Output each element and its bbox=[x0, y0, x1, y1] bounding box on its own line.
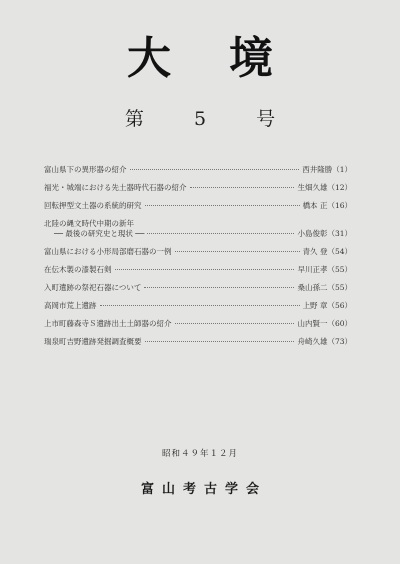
publisher-name: 富山考古学会 bbox=[140, 482, 267, 497]
toc-leader-dots bbox=[130, 169, 300, 170]
toc-leader-dots bbox=[144, 287, 294, 288]
toc-item-title: 上市町藤森寺Ｓ遺跡出土土師器の紹介 bbox=[44, 319, 172, 328]
magazine-title: 大境 bbox=[127, 33, 331, 84]
toc-leader-dots bbox=[145, 341, 295, 342]
toc-item-title: 富山県における小形局部磨石器の一例 bbox=[44, 247, 172, 256]
toc-item-title: 高岡市荒上遺跡 bbox=[44, 301, 97, 310]
toc-item-subtitle: ── 最後の研究史と現状 ── bbox=[54, 229, 145, 238]
toc-item bbox=[44, 183, 352, 201]
toc-leader-dots bbox=[175, 251, 300, 252]
toc-item-author: 早川正孝（55） bbox=[297, 265, 352, 274]
toc-item bbox=[44, 219, 352, 229]
toc-leader-dots bbox=[147, 233, 294, 234]
toc-item-author: 上野 章（56） bbox=[302, 301, 352, 310]
toc-item-title: 在伝木製の漆製石剣 bbox=[44, 265, 112, 274]
table-of-contents bbox=[44, 165, 352, 355]
toc-item bbox=[44, 229, 352, 247]
toc-item-title: 回転押型文土器の系統的研究 bbox=[44, 201, 142, 210]
toc-item-title: 北陸の縄文時代中期の新年 bbox=[44, 219, 134, 228]
toc-item bbox=[44, 247, 352, 265]
toc-item-title: 入町遺跡の祭祀石器について bbox=[44, 283, 142, 292]
toc-item bbox=[44, 319, 352, 337]
toc-item-author: 生畑久雄（12） bbox=[297, 183, 352, 192]
toc-item-author: 桑山孫二（55） bbox=[297, 283, 352, 292]
toc-leader-dots bbox=[115, 269, 295, 270]
toc-item bbox=[44, 301, 352, 319]
toc-item-title: 福光・城端における先土器時代石器の紹介 bbox=[44, 183, 187, 192]
toc-leader-dots bbox=[190, 187, 295, 188]
toc-item-title: 瑞泉町吉野遺跡発掘調査概要 bbox=[44, 337, 142, 346]
toc-item bbox=[44, 165, 352, 183]
toc-leader-dots bbox=[175, 323, 295, 324]
toc-item-author: 舟崎久雄（73） bbox=[297, 337, 352, 346]
toc-item-title: 富山県下の異形器の紹介 bbox=[44, 165, 127, 174]
toc-item bbox=[44, 265, 352, 283]
toc-item bbox=[44, 201, 352, 219]
toc-leader-dots bbox=[145, 205, 300, 206]
toc-item bbox=[44, 337, 352, 355]
toc-item-author: 青久 登（54） bbox=[302, 247, 352, 256]
publication-date: 昭和４９年１２月 bbox=[161, 449, 238, 459]
toc-item-author: 小島俊彰（31） bbox=[297, 229, 352, 238]
issue-number: 第 5 号 bbox=[124, 108, 298, 130]
toc-item-author: 山内賢一（60） bbox=[297, 319, 352, 328]
toc-item bbox=[44, 283, 352, 301]
toc-leader-dots bbox=[100, 305, 300, 306]
toc-item-author: 橋本 正（16） bbox=[302, 201, 352, 210]
toc-item-author: 西井隆勝（1） bbox=[302, 165, 352, 174]
